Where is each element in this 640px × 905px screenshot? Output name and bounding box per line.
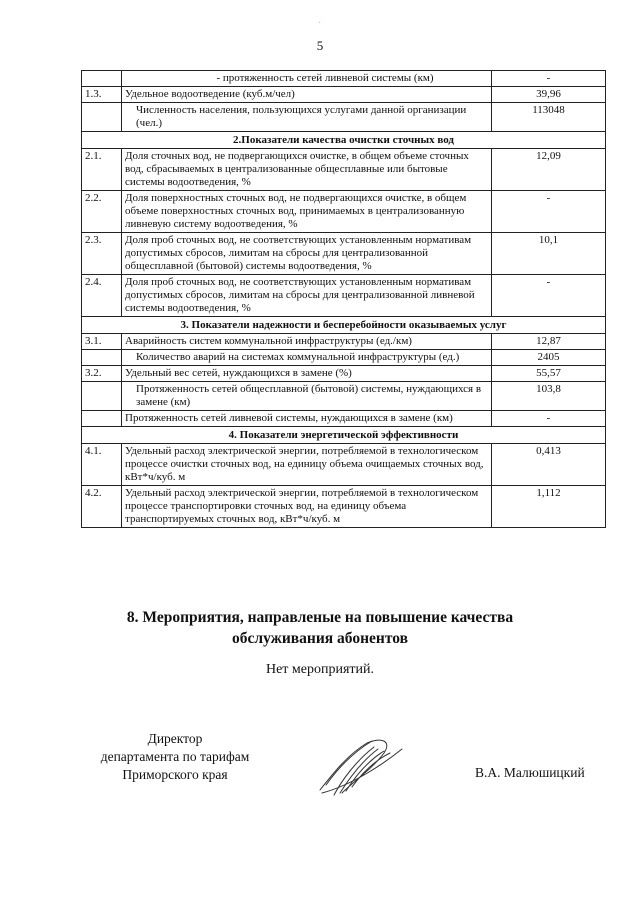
section-8-heading [0, 607, 640, 649]
table-row [82, 366, 606, 382]
indicator-value: 1,112 [492, 486, 606, 528]
table-row [82, 350, 606, 366]
row-number: 2.4. [82, 275, 122, 317]
indicator-value: 10,1 [492, 233, 606, 275]
table-row [82, 486, 606, 528]
table-section-header [82, 317, 606, 334]
indicator-name: Протяженность сетей общесплавной (бытовой) системы, нуждающихся в замене (км) [122, 382, 492, 411]
indicators-table [81, 70, 606, 528]
indicator-value: 39,96 [492, 87, 606, 103]
section-title: 3. Показатели надежности и бесперебойности оказываемых услуг [82, 317, 606, 334]
table-row [82, 275, 606, 317]
row-number [82, 411, 122, 427]
indicator-name: - протяженность сетей ливневой системы (км) [122, 71, 492, 87]
indicator-value: - [492, 411, 606, 427]
section-title: 4. Показатели энергетической эффективности [82, 427, 606, 444]
table-row [82, 87, 606, 103]
indicator-value: - [492, 71, 606, 87]
indicator-name: Доля проб сточных вод, не соответствующих установленным нормативам допустимых сбросов, лимитам на сбросы для централизованной ливневой системы водоотведения, % [122, 275, 492, 317]
indicator-name: Доля поверхностных сточных вод, не подвергающихся очистке, в общем объеме поверхностных сточных вод, принимаемых в централизованную ливневую систему водоотведения, % [122, 191, 492, 233]
table-row [82, 233, 606, 275]
row-number [82, 103, 122, 132]
indicator-value: - [492, 191, 606, 233]
indicator-value: - [492, 275, 606, 317]
table-row [82, 334, 606, 350]
row-number: 4.2. [82, 486, 122, 528]
table-row [82, 103, 606, 132]
section-8-heading-line1: 8. Мероприятия, направленые на повышение качества [126, 609, 514, 626]
row-number: 3.2. [82, 366, 122, 382]
signatory-title-line1: Директор [147, 731, 203, 746]
indicator-name: Протяженность сетей ливневой системы, нуждающихся в замене (км) [122, 411, 492, 427]
table-row [82, 382, 606, 411]
row-number [82, 350, 122, 366]
table-section-header [82, 132, 606, 149]
signatory-title-line3: Приморского края [122, 767, 228, 782]
table-row [82, 191, 606, 233]
section-8-heading-line2: обслуживания абонентов [232, 630, 408, 647]
indicator-name: Доля сточных вод, не подвергающихся очистке, в общем объеме сточных вод, сбрасываемых в централизованные общесплавные или бытовые системы водоотведения, % [122, 149, 492, 191]
indicators-table-body [82, 71, 606, 528]
indicator-name: Удельный вес сетей, нуждающихся в замене (%) [122, 366, 492, 382]
indicator-value: 12,09 [492, 149, 606, 191]
table-row [82, 444, 606, 486]
row-number: 2.1. [82, 149, 122, 191]
indicator-name: Удельный расход электрической энергии, потребляемой в технологическом процессе очистки сточных вод, на единицу объема очищаемых сточных вод, кВт*ч/куб. м [122, 444, 492, 486]
row-number: 2.2. [82, 191, 122, 233]
indicator-value: 12,87 [492, 334, 606, 350]
indicator-value: 113048 [492, 103, 606, 132]
indicator-name: Удельный расход электрической энергии, потребляемой в технологическом процессе транспортировки сточных вод, на единицу объема транспортируемых сточных вод, кВт*ч/куб. м [122, 486, 492, 528]
page-number: 5 [316, 38, 324, 53]
scan-speck: · [318, 18, 322, 29]
table-section-header [82, 427, 606, 444]
section-title: 2.Показатели качества очистки сточных вод [82, 132, 606, 149]
row-number [82, 71, 122, 87]
indicator-value: 55,57 [492, 366, 606, 382]
row-number: 4.1. [82, 444, 122, 486]
signatory-title [80, 730, 270, 784]
indicator-value: 2405 [492, 350, 606, 366]
signatory-name: В.А. Малюшицкий [475, 765, 585, 780]
row-number: 3.1. [82, 334, 122, 350]
table-row [82, 71, 606, 87]
table-row [82, 411, 606, 427]
handwritten-signature [312, 735, 407, 800]
row-number [82, 382, 122, 411]
signatory-title-line2: департамента по тарифам [100, 749, 250, 764]
indicator-value: 0,413 [492, 444, 606, 486]
row-number: 2.3. [82, 233, 122, 275]
indicator-name: Аварийность систем коммунальной инфраструктуры (ед./км) [122, 334, 492, 350]
table-row [82, 149, 606, 191]
indicator-value: 103,8 [492, 382, 606, 411]
indicator-name: Доля проб сточных вод, не соответствующих установленным нормативам допустимых сбросов, лимитам на сбросы для централизованной общесплавной (бытовой) системы водоотведения, % [122, 233, 492, 275]
row-number: 1.3. [82, 87, 122, 103]
indicator-name: Удельное водоотведение (куб.м/чел) [122, 87, 492, 103]
indicator-name: Численность населения, пользующихся услугами данной организации (чел.) [122, 103, 492, 132]
indicator-name: Количество аварий на системах коммунальной инфраструктуры (ед.) [122, 350, 492, 366]
no-events-text: Нет мероприятий. [265, 662, 375, 677]
